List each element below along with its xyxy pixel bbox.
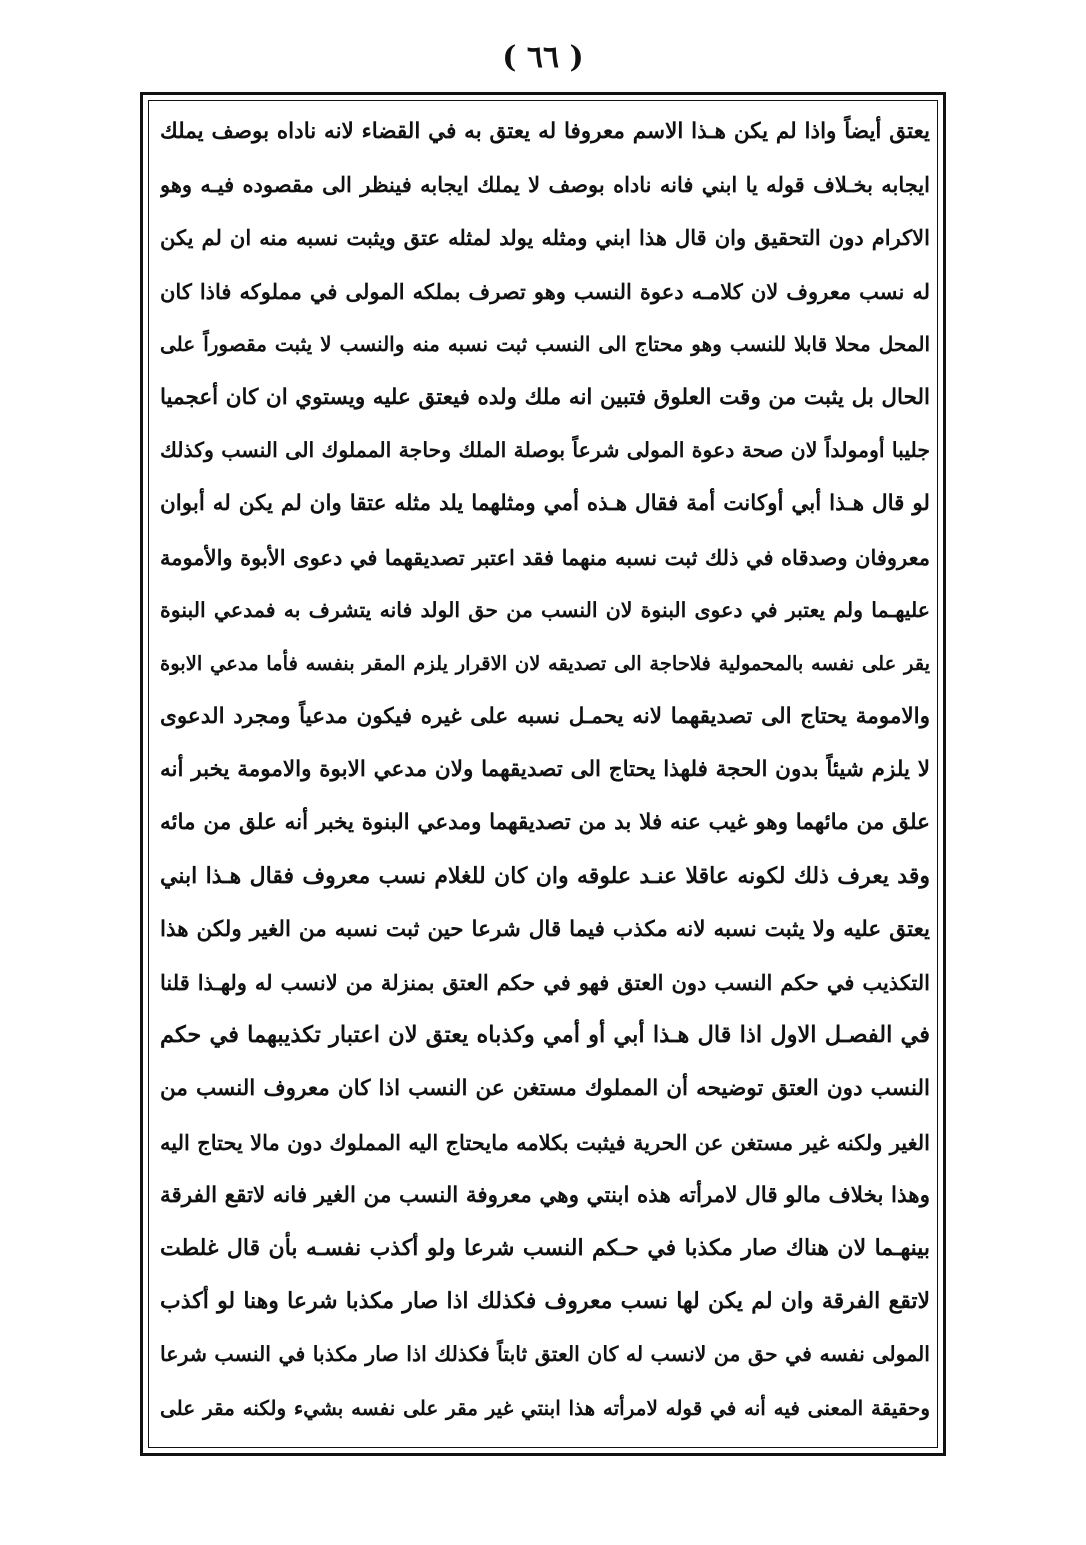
text-line: يعتق أيضاً واذا لم يكن هـذا الاسم معروفا له يعتق به في القضاء لانه ناداه بوصف يملك — [160, 119, 930, 144]
text-line: الغير ولكنه غير مستغن عن الحرية فيثبت بكلامه مايحتاج اليه المملوك دون مالا يحتاج اليه — [160, 1129, 930, 1155]
text-line: لا يلزم شيئاً بدون الحجة فلهذا يحتاج الى تصديقهما ولان مدعي الابوة والامومة يخبر أنه — [160, 757, 930, 783]
text-line: المولى نفسه في حق من لانسب له كان العتق ثابتاً فكذلك اذا صار مكذبا في النسب شرعا — [160, 1342, 930, 1367]
text-line: عليهـما ولم يعتبر في دعوى البنوة لان النسب من حق الولد فانه يتشرف به فمدعي البنوة — [160, 597, 930, 622]
text-line: وقد يعرف ذلك لكونه عاقلا عنـد علوقه وان كان للغلام نسب معروف فقال هـذا ابني — [160, 862, 930, 889]
text-line: لاتقع الفرقة وان لم يكن لها نسب معروف فكذلك اذا صار مكذبا شرعا وهنا لو أكذب — [160, 1288, 930, 1315]
text-line: والامومة يحتاج الى تصديقهما لانه يحمـل نسبه على غيره فيكون مدعياً ومجرد الدعوى — [160, 704, 930, 730]
text-line: لو قال هـذا أبي أوكانت أمة فقال هـذه أمي ومثلهما يلد مثله عتقا وان لم يكن له أبوان — [160, 491, 930, 517]
text-line: ايجابه بخـلاف قوله يا ابني فانه ناداه بوصف لا يملك ايجابه فينظر الى مقصوده فيـه وهو — [160, 172, 930, 198]
text-line: وهذا بخلاف مالو قال لامرأته هذه ابنتي وهي معروفة النسب من الغير فانه لاتقع الفرقة — [160, 1182, 930, 1208]
text-line: جليبا أومولداً لان صحة دعوة المولى شرعاً بوصلة الملك وحاجة المملوك الى النسب وكذلك — [160, 438, 930, 463]
text-line: التكذيب في حكم النسب دون العتق فهو في حكم العتق بمنزلة من لانسب له ولهـذا قلنا — [160, 970, 930, 995]
text-line: في الفصـل الاول اذا قال هـذا أبي أو أمي وكذباه يعتق لان اعتبار تكذيبهما في حكم — [160, 1022, 930, 1049]
text-line: يقر على نفسه بالمحمولية فلاحاجة الى تصديقه لان الاقرار يلزم المقر بنفسه فأما مدعي الابوة — [160, 651, 930, 675]
text-line: المحل محلا قابلا للنسب وهو محتاج الى النسب ثبت نسبه منه والنسب لا يثبت مقصوراً على — [160, 331, 930, 356]
text-line: الاكرام دون التحقيق وان قال هذا ابني ومثله يولد لمثله عتق ويثبت نسبه منه ان لم يكن — [160, 225, 930, 251]
text-line: علق من مائهما وهو غيب عنه فلا بد من تصديقهما ومدعي البنوة يخبر أنه علق من مائه — [160, 810, 930, 836]
text-line: معروفان وصدقاه في ذلك ثبت نسبه منهما فقد اعتبر تصديقهما في دعوى الأبوة والأمومة — [160, 544, 930, 570]
text-line: الحال بل يثبت من وقت العلوق فتبين انه ملك ولده فيعتق عليه ويستوي ان كان أعجميا — [160, 384, 930, 410]
body-text — [160, 105, 930, 1435]
text-line: يعتق عليه ولا يثبت نسبه لانه مكذب فيما قال شرعا حين ثبت نسبه من الغير ولكن هذا — [160, 916, 930, 942]
text-line: وحقيقة المعنى فيه أنه في قوله لامرأته هذا ابنتي غير مقر على نفسه بشيء ولكنه مقر على — [160, 1395, 930, 1420]
page-number: ( ٦٦ ) — [502, 40, 584, 75]
text-line: له نسب معروف لان كلامـه دعوة النسب وهو تصرف بملكه المولى في مملوكه فاذا كان — [160, 278, 930, 304]
text-line: بينهـما لان هناك صار مكذبا في حـكم النسب شرعا ولو أكذب نفسـه بأن قال غلطت — [160, 1234, 930, 1261]
text-line: النسب دون العتق توضيحه أن المملوك مستغن عن النسب اذا كان معروف النسب من — [160, 1076, 930, 1102]
